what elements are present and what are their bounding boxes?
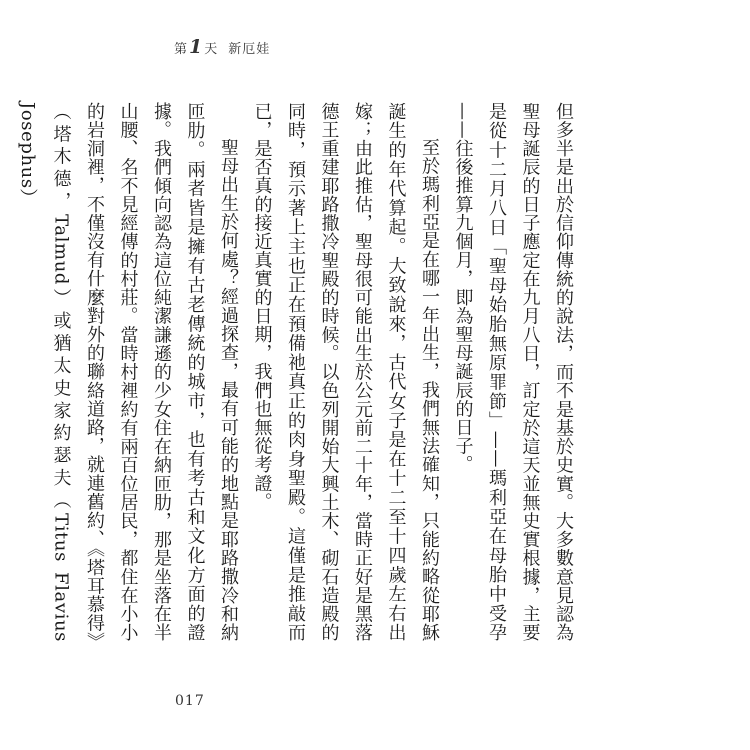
paragraph-birth-year: 至於瑪利亞是在哪一年出生，我們無法確知，只能約略從耶穌誕生的年代算起。大致說來，古代女子是在十二至十四歲左右出嫁；由此推估，聖母很可能出生於公元前二十年，當時正好是黑落德王重建耶路撒冷聖殿的時候。以色列開始大興土木、砌石造殿的同時，預示著上主也正在預備祂真正的肉身聖殿。這僅是推敲而已，是否真的接近真實的日期，我們也無從考證。 bbox=[251, 102, 440, 642]
paragraph-continued: 但多半是出於信仰傳統的說法，而不是基於史實。大多數意見認為聖母誕辰的日子應定在九月八日，訂定於這天並無史實根據，主要是從十二月八日「聖母始胎無原罪節」——瑪利亞在母胎中受孕——往後推算九個月，即為聖母誕辰的日子。 bbox=[452, 102, 574, 642]
day-prefix: 第 bbox=[174, 42, 189, 57]
day-suffix: 天 bbox=[204, 42, 219, 57]
running-head bbox=[174, 36, 270, 58]
chapter-title: 新厄娃 bbox=[228, 42, 271, 57]
page-number: 017 bbox=[175, 693, 205, 709]
body-text bbox=[17, 102, 580, 642]
paragraph-birthplace: 聖母出生於何處？經過探查，最有可能的地點是耶路撒冷和納匝肋。兩者皆是擁有古老傳統的城市，也有考古和文化方面的證據。我們傾向認為這位純潔謙遜的少女住在納匝肋，那是坐落在半山腰、名不見經傳的村莊。當時村裡約有兩百位居民，都住在小小的岩洞裡，不僅沒有什麼對外的聯絡道路，就連舊約、《塔耳慕得》（塔木德，Talmud）或猶太史家約瑟夫（Titus Flavius Josephus） bbox=[17, 102, 239, 642]
day-number: 1 bbox=[189, 36, 204, 58]
